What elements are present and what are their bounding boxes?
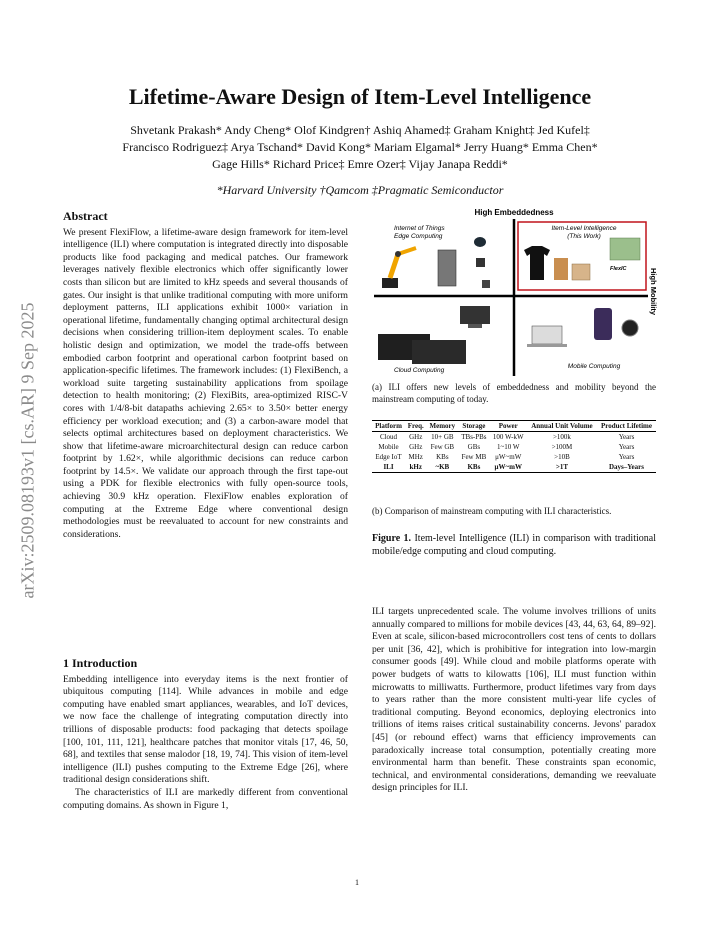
table-header: Product Lifetime bbox=[601, 422, 652, 430]
author-line-3: Gage Hills* Richard Price‡ Emre Ozer‡ Vijay Janapa Reddi* bbox=[212, 157, 508, 171]
table-cell: MHz bbox=[408, 453, 423, 461]
quadrant-label-mobile: Mobile Computing bbox=[567, 363, 621, 370]
right-column-paragraph: ILI targets unprecedented scale. The volume involves trillions of units annually compared to millions for mobile devices [43, 44, 63, 64, 89–92]. Even at scale, silicon-based microcontrollers cost tens of cents to dollars per unit [36, 42], which is prohibitive for integration into low-margin consumer goods [49]. While cloud and mobile platforms operate with power budgets of watts to kilowatts [106], ILI must function within microwatts to milliwatts. Furthermore, product lifetimes vary from days to years rather than the more consistent multi-year life cycles of traditional computing. Beyond economics, deploying electronics into trillions of items raises critical sustainability concerns. Jevons' paradox [45] (or rebound effect) warns that efficiency improvements can paradoxically increase total consumption, potentially creating more environmental harm than benefit. These constraints span economic, technical, and environmental considerations, demanding we reevaluate design principles for ILI. bbox=[372, 606, 656, 794]
abstract-heading: Abstract bbox=[63, 209, 108, 223]
table-header: Memory bbox=[429, 422, 456, 430]
figure-1-caption bbox=[372, 532, 656, 558]
laptop-icon bbox=[532, 326, 562, 344]
flexic-chip-icon bbox=[610, 238, 640, 260]
table-row bbox=[372, 452, 656, 462]
robot-arm-icon bbox=[382, 248, 416, 288]
food-package-icon bbox=[554, 258, 568, 280]
table-cell: Years bbox=[618, 443, 635, 451]
axis-label-high-mobility: High Mobility bbox=[649, 268, 658, 316]
author-list bbox=[60, 122, 660, 173]
table-cell: KBs bbox=[467, 463, 481, 471]
affiliations: *Harvard University †Qamcom ‡Pragmatic Semiconductor bbox=[216, 183, 504, 197]
table-cell: Mobile bbox=[378, 443, 399, 451]
table-cell: >10B bbox=[554, 453, 570, 461]
table-cell: 1~10 W bbox=[496, 443, 520, 451]
table-cell: >100M bbox=[551, 443, 573, 451]
boxes-icon bbox=[572, 264, 590, 280]
table-cell: GHz bbox=[409, 443, 423, 451]
smartphone-icon bbox=[594, 308, 612, 340]
abstract-section bbox=[63, 210, 348, 541]
table-row bbox=[372, 432, 656, 443]
table-cell: ~KB bbox=[435, 463, 450, 471]
axis-label-high-embeddedness: High Embeddedness bbox=[474, 208, 554, 217]
paper-title: Lifetime-Aware Design of Item-Level Intelligence bbox=[128, 84, 592, 109]
table-cell: Few GB bbox=[430, 443, 455, 451]
table-cell: Few MB bbox=[461, 453, 487, 461]
figure-1b-table bbox=[372, 420, 656, 473]
table-cell: 10+ GB bbox=[431, 433, 454, 441]
author-line-1: Shvetank Prakash* Andy Cheng* Olof Kindgren† Ashiq Ahamed‡ Graham Knight‡ Jed Kufel‡ bbox=[130, 123, 590, 137]
table-cell: Years bbox=[618, 453, 635, 461]
table-cell: kHz bbox=[409, 463, 422, 471]
table-cell: Days–Years bbox=[609, 463, 644, 471]
figure-1a-caption: (a) ILI offers new levels of embeddedness and mobility beyond the mainstream computing of today. bbox=[372, 382, 656, 404]
server-rack-icon bbox=[378, 334, 466, 364]
flexic-label: FlexIC bbox=[610, 266, 627, 272]
refrigerator-icon bbox=[438, 250, 456, 286]
table-row bbox=[372, 462, 656, 473]
table-cell: >100k bbox=[552, 433, 571, 441]
figure-1b-caption: (b) Comparison of mainstream computing with ILI characteristics. bbox=[372, 506, 612, 516]
tshirt-icon bbox=[524, 246, 550, 280]
quadrant-label-cloud: Cloud Computing bbox=[394, 367, 445, 374]
table-cell: 100 W-kW bbox=[492, 433, 524, 441]
smart-speaker-icon bbox=[474, 237, 486, 247]
table-cell: ILI bbox=[383, 463, 394, 471]
author-line-2: Francisco Rodriguez‡ Arya Tschand* David Kong* Mariam Elgamal* Jerry Huang* Emma Chen* bbox=[122, 140, 598, 154]
thermostat-icon bbox=[476, 258, 485, 267]
introduction-heading: 1 Introduction bbox=[63, 656, 138, 670]
table-header: Power bbox=[498, 422, 518, 430]
table-cell: >1T bbox=[555, 463, 569, 471]
table-cell: KBs bbox=[436, 453, 449, 461]
intro-paragraph-1: Embedding intelligence into everyday items is the next frontier of ubiquitous computing [114]. While advances in mobile and edge computing have enabled smart appliances, wearables, and IoT devices, we now face the challenge of integrating computation directly into trillions of disposable products: food packaging that detects spoilage [100, 101, 111, 121], healthcare patches that monitor vitals [17, 46, 50, 68], and textiles that sense malodor [18, 19, 74]. This vision of item-level intelligence (ILI) pushes computing to the Extreme Edge [26], where traditional design considerations shift. bbox=[63, 673, 348, 786]
table-header: Freq. bbox=[407, 422, 424, 430]
table-header: Annual Unit Volume bbox=[531, 422, 593, 430]
abstract-body: We present FlexiFlow, a lifetime-aware design framework for item-level intelligence (ILI) where computation is integrated directly into disposable products like food packaging and medical patches. Our framework leverages natively flexible electronics which offer significantly lower costs than silicon but are limited to kHz speeds and several thousands of gates. Our insight is that unlike traditional computing with more uniform deployment patterns, ILI applications exhibit 1000× variation in operational lifetime, fundamentally changing optimal architectural design decisions when considering trillion-item deployment scales. To enable holistic design and optimization, we model the trade-offs between embodied carbon footprint and operational carbon footprint based on application-specific lifetimes. The framework includes: (1) FlexiBench, a workload suite targeting sustainability applications from spoilage detection to health monitoring; (2) FlexiBits, area-optimized RISC-V cores with 1/4/8-bit datapaths achieving 2.65× to 3.50× better energy efficiency per workload execution; and (3) a carbon-aware model that selects optimal architectures based on deployment characteristics. We show that lifetime-aware microarchitectural design can reduce carbon footprint by 1.62×, while algorithmic decisions can reduce carbon footprint by 14.5×. We validate our approach through the first tape-out using a PDK for flexible electronics with fully open-source tools, achieving 30.9 kHz operation. FlexiFlow enables exploration of computing at the Extreme Edge where conventional design methodologies must be reevaluated to account for new constraints and considerations. bbox=[63, 226, 348, 540]
table-cell: TBs-PBs bbox=[461, 433, 487, 441]
table-cell: GHz bbox=[409, 433, 423, 441]
quadrant-label-iot: Internet of Things Edge Computing bbox=[394, 225, 445, 240]
smartwatch-icon bbox=[622, 320, 638, 336]
page-number: 1 bbox=[355, 878, 359, 887]
figure-1-caption-text: Item-level Intelligence (ILI) in comparison with traditional mobile/edge computing and cloud computing. bbox=[372, 533, 656, 557]
table-cell: μW~mW bbox=[495, 453, 522, 461]
table-cell: Cloud bbox=[379, 433, 398, 441]
arxiv-watermark: arXiv:2509.08193v1 [cs.AR] 9 Sep 2025 bbox=[17, 302, 38, 599]
intro-paragraph-2: The characteristics of ILI are markedly different from conventional computing domains. As shown in Figure 1, bbox=[63, 786, 348, 811]
table-header: Storage bbox=[462, 422, 486, 430]
table-header: Platform bbox=[375, 422, 402, 430]
table-row bbox=[372, 442, 656, 452]
quadrant-label-ili: Item-Level Intelligence (This Work) bbox=[551, 225, 617, 240]
introduction-section bbox=[63, 657, 348, 812]
table-cell: Years bbox=[618, 433, 635, 441]
table-header-row bbox=[372, 421, 656, 432]
table-cell: Edge IoT bbox=[375, 453, 402, 461]
figure-1a-quadrant-diagram bbox=[372, 208, 656, 378]
desktop-computer-icon bbox=[460, 306, 490, 324]
table-cell: μW~mW bbox=[494, 463, 522, 471]
table-cell: GBs bbox=[467, 443, 481, 451]
sensor-icon bbox=[482, 280, 490, 288]
figure-1-label: Figure 1. bbox=[372, 533, 412, 544]
